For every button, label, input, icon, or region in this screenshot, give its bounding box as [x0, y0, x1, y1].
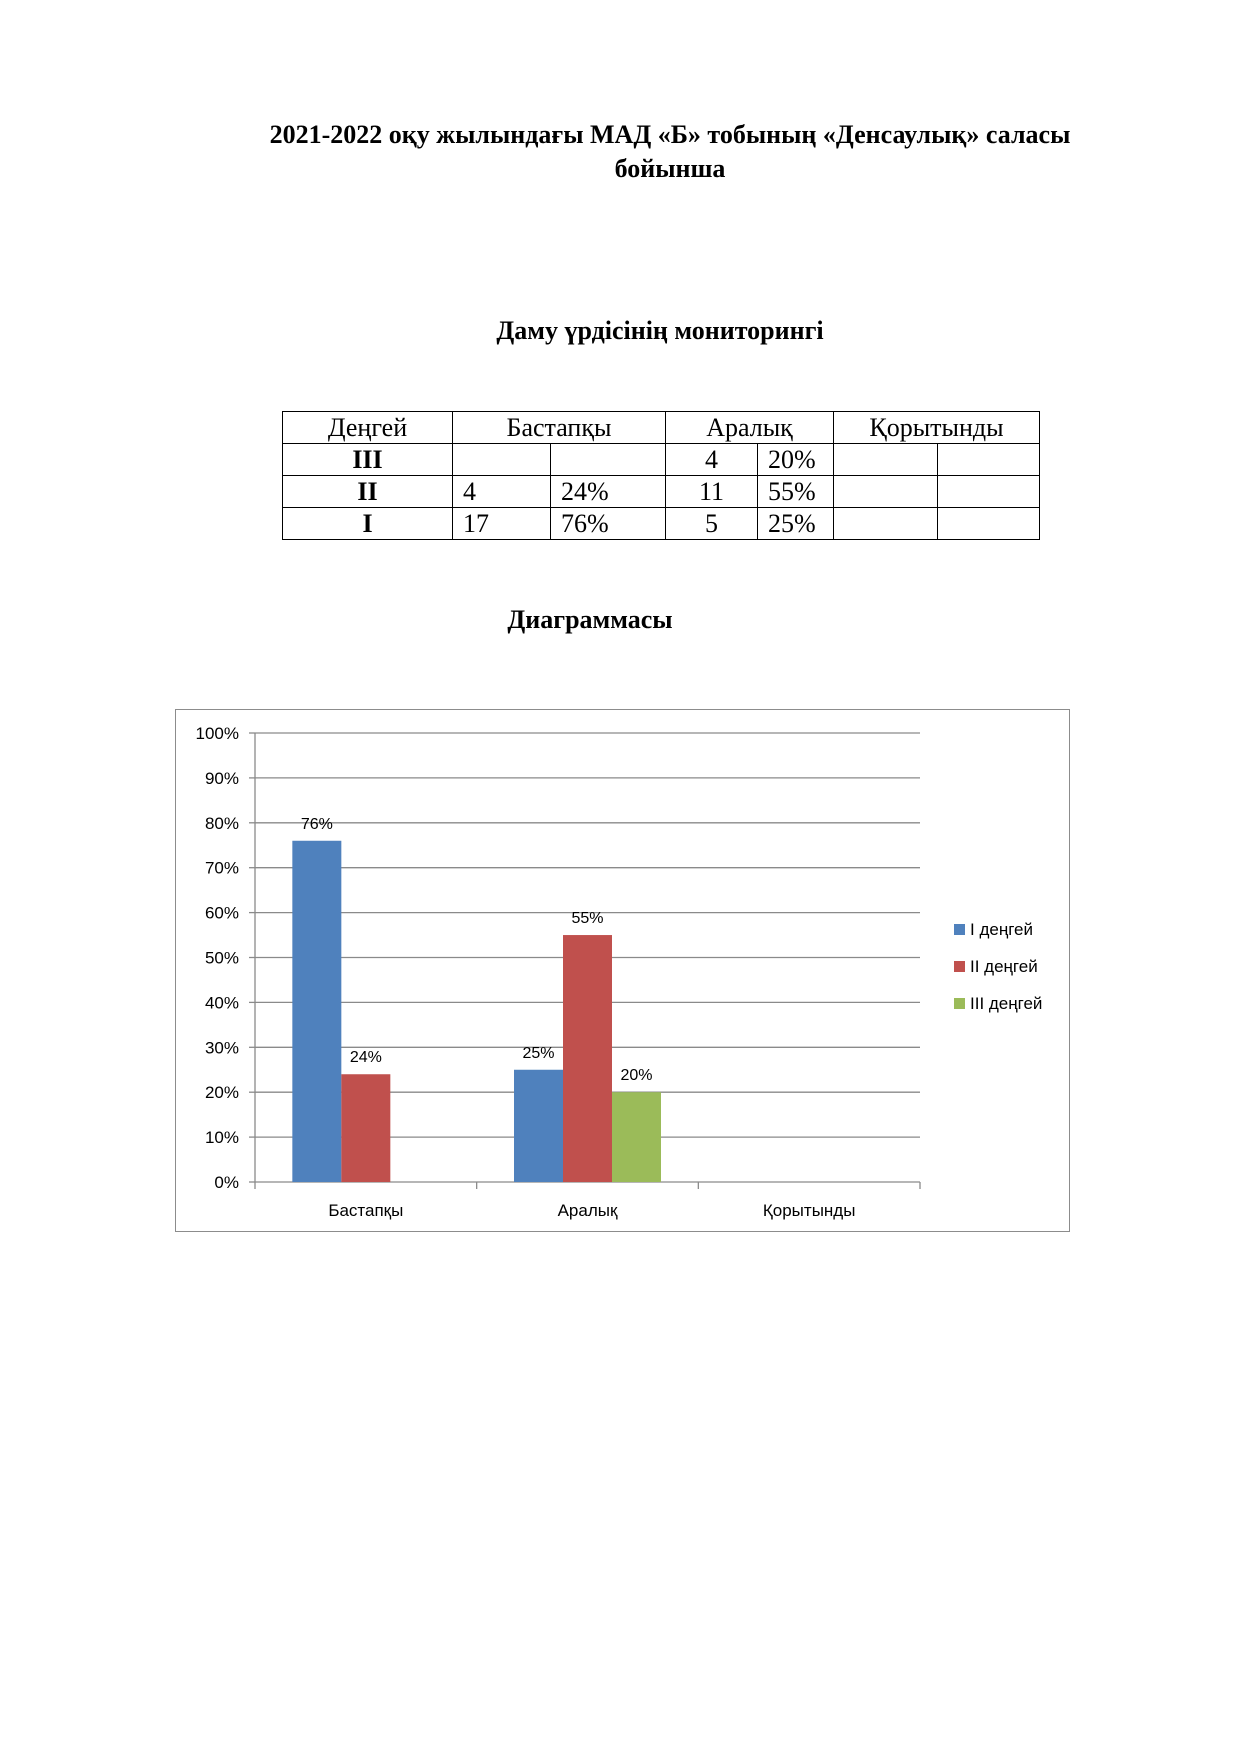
cell-final-count — [834, 476, 938, 508]
table-row — [283, 444, 1040, 476]
legend-label: I деңгей — [970, 920, 1033, 939]
document-title-line2: бойынша — [614, 154, 726, 183]
data-label: 25% — [522, 1044, 555, 1062]
y-tick-label: 10% — [204, 1128, 239, 1148]
bar-chart — [176, 710, 1068, 1230]
document-title — [150, 118, 1190, 186]
data-label: 24% — [349, 1049, 382, 1067]
cell-final-count — [834, 444, 938, 476]
x-tick-label: Бастапқы — [328, 1201, 404, 1220]
table-header-row — [283, 412, 1040, 444]
cell-level: II — [283, 476, 453, 508]
header-level: Деңгей — [283, 412, 453, 444]
y-tick-label: 0% — [214, 1173, 239, 1192]
y-tick-label: 90% — [204, 768, 239, 788]
cell-initial-percent: 24% — [551, 476, 666, 508]
cell-final-percent — [938, 476, 1040, 508]
legend-swatch — [954, 998, 965, 1009]
table-row — [283, 476, 1040, 508]
cell-intermediate-percent: 25% — [758, 508, 834, 540]
legend-swatch — [954, 961, 965, 972]
document-title-line1: 2021-2022 оқу жылындағы МАД «Б» тобының «Денсаулық» саласы — [269, 120, 1071, 149]
x-tick-label: Қорытынды — [762, 1201, 856, 1220]
cell-intermediate-count: 4 — [666, 444, 758, 476]
monitoring-subtitle: Даму үрдісінің мониторингі — [496, 316, 824, 345]
header-initial: Бастапқы — [453, 412, 666, 444]
chart-frame — [175, 709, 1070, 1232]
cell-level: I — [283, 508, 453, 540]
data-label: 20% — [620, 1067, 653, 1085]
y-tick-label: 50% — [204, 948, 239, 968]
cell-final-percent — [938, 444, 1040, 476]
cell-final-percent — [938, 508, 1040, 540]
bar — [612, 1092, 661, 1182]
x-tick-label: Аралық — [557, 1201, 618, 1220]
header-intermediate: Аралық — [666, 412, 834, 444]
cell-initial-percent: 76% — [551, 508, 666, 540]
table-row — [283, 508, 1040, 540]
cell-initial-count — [453, 444, 551, 476]
data-label: 55% — [571, 910, 604, 928]
cell-intermediate-percent: 20% — [758, 444, 834, 476]
bar — [514, 1070, 563, 1182]
y-tick-label: 80% — [204, 813, 239, 833]
legend-label: II деңгей — [970, 957, 1038, 976]
y-tick-label: 60% — [204, 903, 239, 923]
bar — [563, 935, 612, 1182]
y-tick-label: 20% — [204, 1083, 239, 1103]
diagram-title: Диаграммасы — [507, 605, 673, 634]
cell-final-count — [834, 508, 938, 540]
header-final: Қорытынды — [834, 412, 1040, 444]
cell-level: III — [283, 444, 453, 476]
bar — [292, 841, 341, 1182]
y-tick-label: 70% — [204, 858, 239, 878]
cell-initial-percent — [551, 444, 666, 476]
data-label: 76% — [300, 815, 333, 833]
cell-intermediate-count: 11 — [666, 476, 758, 508]
cell-initial-count: 17 — [453, 508, 551, 540]
cell-intermediate-percent: 55% — [758, 476, 834, 508]
legend-label: III деңгей — [970, 994, 1043, 1013]
legend-swatch — [954, 924, 965, 935]
y-tick-label: 30% — [204, 1038, 239, 1058]
levels-table — [282, 411, 1040, 540]
y-tick-label: 40% — [204, 993, 239, 1013]
cell-intermediate-count: 5 — [666, 508, 758, 540]
y-tick-label: 100% — [195, 724, 239, 743]
cell-initial-count: 4 — [453, 476, 551, 508]
bar — [341, 1074, 390, 1182]
